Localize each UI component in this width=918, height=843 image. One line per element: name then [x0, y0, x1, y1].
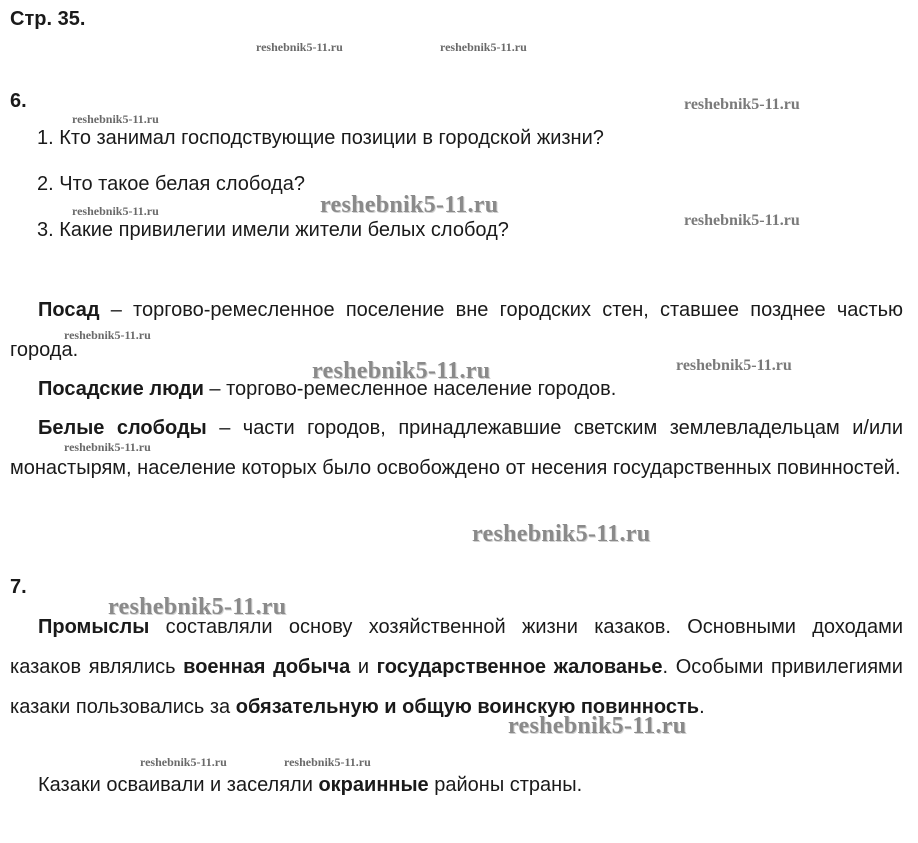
cossacks-paragraph	[10, 607, 903, 727]
watermark: reshebnik5-11.ru	[72, 112, 159, 126]
cossacks-text-4: .	[699, 696, 705, 718]
settlement-text-1: Казаки осваивали и заселяли	[38, 774, 319, 796]
cossacks-text-2: и	[350, 656, 377, 678]
task-6-number: 6.	[10, 90, 27, 112]
page-number-heading: Стр. 35.	[10, 8, 86, 30]
watermark: reshebnik5-11.ru	[684, 96, 800, 113]
watermark: reshebnik5-11.ru	[440, 40, 527, 54]
watermark: reshebnik5-11.ru	[472, 521, 651, 547]
term-posadskie-lyudi: Посадские люди	[38, 378, 204, 400]
term-okrainnye: окраинные	[318, 774, 429, 796]
watermark: reshebnik5-11.ru	[64, 440, 151, 454]
term-voinskaya-povinnost: обязательную и общую воинскую повинность	[235, 696, 700, 718]
watermark: reshebnik5-11.ru	[284, 755, 371, 769]
watermark: reshebnik5-11.ru	[72, 204, 159, 218]
watermark: reshebnik5-11.ru	[684, 212, 800, 229]
term-voennaya-dobycha: военная добыча	[183, 656, 351, 678]
definition-belye-slobody-text: – части городов, принадлежавшие светским землевладельцам и/или монастырям, население которых было освобождено от несения государственных повинностей.	[10, 417, 904, 479]
watermark: reshebnik5-11.ru	[312, 358, 491, 384]
watermark: reshebnik5-11.ru	[64, 328, 151, 342]
cossacks-text-1: составляли основу хозяйственной жизни казаков. Основными доходами казаков являлись	[10, 616, 903, 678]
watermark: reshebnik5-11.ru	[108, 594, 287, 620]
settlement-text-2: районы страны.	[428, 774, 583, 796]
cossacks-text-3: . Особыми привилегиями казаки пользовались за	[10, 656, 903, 718]
question-2: 2. Что такое белая слобода?	[37, 173, 305, 195]
definition-posadskie-lyudi-text: – торгово-ремесленное население городов.	[203, 378, 617, 400]
term-posad: Посад	[38, 299, 100, 321]
term-gos-zhalovanie: государственное жалованье	[376, 656, 663, 678]
question-3: 3. Какие привилегии имели жители белых слобод?	[37, 219, 509, 241]
term-promysly: Промыслы	[38, 616, 150, 638]
task-7-number: 7.	[10, 576, 27, 598]
watermark: reshebnik5-11.ru	[676, 357, 792, 374]
definition-posad-text: – торгово-ремесленное поселение вне городских стен, ставшее позднее частью города.	[10, 299, 903, 361]
watermark: reshebnik5-11.ru	[256, 40, 343, 54]
watermark: reshebnik5-11.ru	[140, 755, 227, 769]
cossacks-settlement-paragraph	[10, 765, 903, 805]
watermark: reshebnik5-11.ru	[320, 192, 499, 218]
question-1: 1. Кто занимал господствующие позиции в городской жизни?	[37, 127, 604, 149]
watermark: reshebnik5-11.ru	[508, 713, 687, 739]
term-belye-slobody: Белые слободы	[38, 417, 207, 439]
